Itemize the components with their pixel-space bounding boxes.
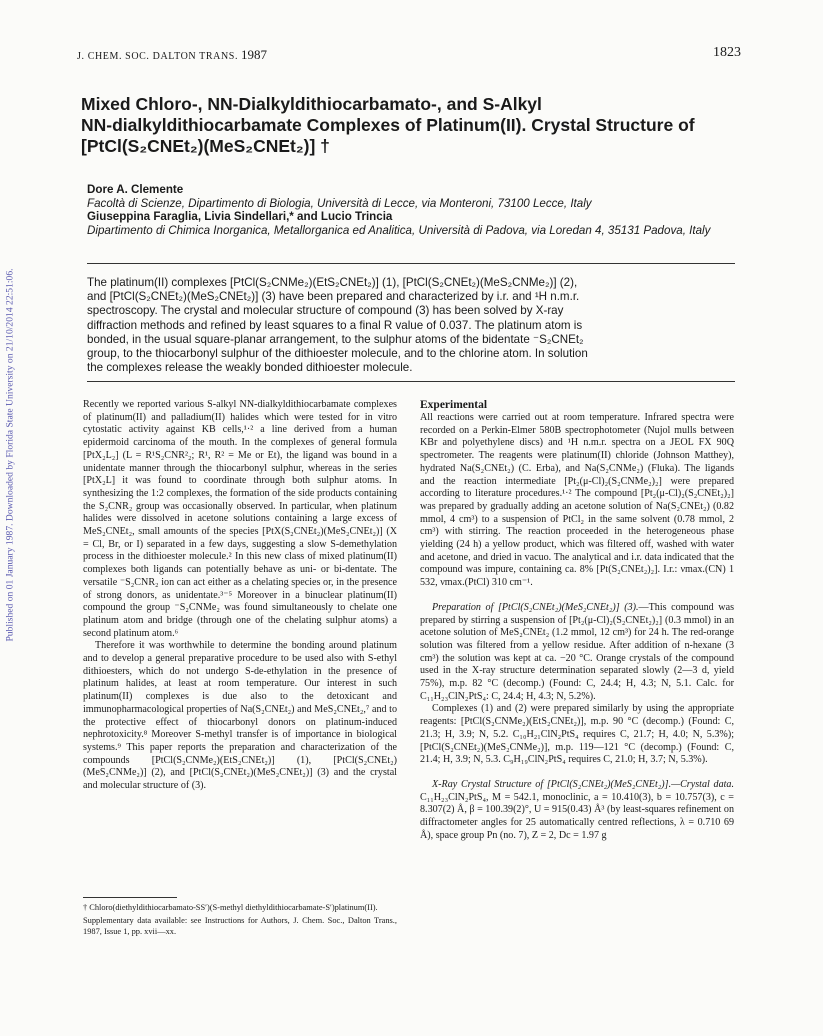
author-affiliation: Dipartimento di Chimica Inorganica, Metallorganica ed Analitica, Università di Padova, via Loredan 4, 35131 Padova, Italy bbox=[87, 223, 711, 237]
running-header bbox=[77, 47, 267, 63]
author-block bbox=[87, 183, 757, 237]
abstract-line: bonded, in the usual square-planar arrangement, to the sulphur atoms of the bidentate ⁻S₂CNEt₂ bbox=[87, 332, 584, 346]
title-line: [PtCl(S₂CNEt₂)(MeS₂CNEt₂)] † bbox=[81, 136, 330, 156]
body-paragraph: Therefore it was worthwhile to determine the bonding around platinum and to develop a general preparative procedure to be used also with S-ethyl dithioesters, which do not undergo S-de-ethylation in the presence of platinum halides, at least at room temperature. Our interest in such platinum(II) complexes is due also to the detoxicant and immunopharmacological properties of Na(S₂CNEt₂) and MeS₂CNEt₂,⁷ and to the protective effect of thiocarbonyl donors on platinum-induced nephrotoxicity.⁸ Moreover S-methyl transfer is of importance in biological systems.⁹ This paper reports the preparation and characterization of the compounds [PtCl(S₂CNMe₂)(EtS₂CNEt₂)] (1), [PtCl(S₂CNEt₂)(MeS₂CNMe₂)] (2), and [PtCl(S₂CNEt₂)(MeS₂CNEt₂)] (3) and the crystal and molecular structure of (3). bbox=[83, 640, 397, 792]
body-paragraph: Recently we reported various S-alkyl NN-dialkyldithiocarbamate complexes of platinum(II) and palladium(II) halides which were tested for in vitro cytostatic activity against KB cells,¹·² a line derived from a human epidermoid carcinoma of the mouth. In the complexes of general formula [PtX₂L₂] (L = R¹S₂CNR²₂; R¹, R² = Me or Et), the ligand was bound in a unidentate manner through the thiocarbonyl sulphur, whereas in the series [PtX₂L] it was found to coordinate through both sulphur atoms. In synthesizing the 1:2 complexes, the formation of the side products containing the S₂CNR₂ group was occasionally observed. In particular, when platinum halides were dissolved in acetone solutions containing a large excess of MeS₂CNEt₂, small amounts of the species [PtX(S₂CNEt₂)(MeS₂CNEt₂)] (X = Cl, Br, or I) separated in a few days, suggesting a slow S-demethylation process in the dithioester molecule.² In this new class of mixed platinum(II) complexes both ligands can potentially behave as uni- or bi-dentate. The versatile ⁻S₂CNR₂ ion can act either as a chelating species or, in the presence of strong donors, as unidentate.³⁻⁵ Moreover in a binuclear platinum(II) compound the group ⁻S₂CNMe₂ was found simultaneously to chelate one platinum atom and bridge (through one of the chelating sulphur atoms) a second platinum atom.⁶ bbox=[83, 399, 397, 639]
journal-name: J. CHEM. SOC. DALTON TRANS. bbox=[77, 51, 239, 62]
abstract-line: The platinum(II) complexes [PtCl(S₂CNMe₂)(EtS₂CNEt₂)] (1), [PtCl(S₂CNEt₂)(MeS₂CNMe₂)] (2), bbox=[87, 276, 578, 289]
title-line: Mixed Chloro-, NN-Dialkyldithiocarbamato-, and S-Alkyl bbox=[81, 94, 542, 114]
abstract-line: the complexes release the weakly bonded dithioester molecule. bbox=[87, 361, 413, 375]
left-column bbox=[83, 399, 397, 793]
footnotes bbox=[83, 903, 397, 940]
download-watermark bbox=[4, 220, 16, 690]
body-paragraph: X-Ray Crystal Structure of [PtCl(S₂CNEt₂)(MeS₂CNEt₂)].—Crystal data. C₁₁H₂₃ClN₂PtS₄, M = 542.1, monoclinic, a = 10.410(3), b = 10.757(3), c = 8.307(2) Å, β = 100.39(2)°, U = 915(0.43) Å³ (by least-squares refinement on diffractometer angles for 25 automatically centred reflections, λ = 0.710 69 Å), space group Pn (no. 7), Z = 2, Dc = 1.97 g bbox=[420, 778, 734, 841]
right-column bbox=[420, 399, 734, 843]
section-heading: Experimental bbox=[420, 399, 488, 411]
footnote-supplementary: Supplementary data available: see Instructions for Authors, J. Chem. Soc., Dalton Trans., 1987, Issue 1, pp. xvii—xx. bbox=[83, 916, 397, 936]
subsection-lead: X-Ray Crystal Structure of [PtCl(S₂CNEt₂)(MeS₂CNEt₂)].—Crystal data. bbox=[432, 778, 734, 790]
abstract-bottom-rule bbox=[87, 381, 735, 382]
download-watermark-text: Published on 01 January 1987. Downloaded by Florida State University on 21/10/2014 22:51:06. bbox=[4, 268, 16, 642]
page-number: 1823 bbox=[713, 45, 741, 60]
footnote-rule bbox=[83, 897, 177, 898]
body-paragraph: Complexes (1) and (2) were prepared similarly by using the appropriate reagents: [PtCl(S₂CNMe₂)(EtS₂CNEt₂)], m.p. 90 °C (decomp.) (Found: C, 21.3; H, 3.9; N, 5.2. C₁₀H₂₁ClN₂PtS₄ requires C, 21.7; H, 4.0; N, 5.3%); [PtCl(S₂CNEt₂)(MeS₂CNMe₂)], m.p. 119—121 °C (decomp.) (Found: C, 21.4; H, 3.9; N, 5.3. C₉H₁₉ClN₂PtS₄ requires C, 21.0; H, 3.7; N, 5.3%). bbox=[420, 703, 734, 766]
subsection-lead: Preparation of [PtCl(S₂CNEt₂)(MeS₂CNEt₂)] (3). bbox=[432, 601, 639, 613]
author-names: Dore A. Clemente bbox=[87, 183, 184, 196]
abstract-line: group, to the thiocarbonyl sulphur of the dithioester molecule, and to the chlorine atom. In solution bbox=[87, 347, 588, 361]
abstract-line: spectroscopy. The crystal and molecular structure of compound (3) has been solved by X-ray bbox=[87, 304, 564, 318]
abstract-top-rule bbox=[87, 263, 735, 264]
journal-year: 1987 bbox=[241, 47, 268, 62]
abstract-line: diffraction methods and refined by least squares to a final R value of 0.037. The platinum atom is bbox=[87, 318, 583, 332]
body-paragraph: Preparation of [PtCl(S₂CNEt₂)(MeS₂CNEt₂)] (3).—This compound was prepared by stirring a suspension of [Pt₂(μ-Cl)₂(S₂CNEt₂)₂] (0.3 mmol) in an acetone solution of MeS₂CNEt₂ (1.2 mmol, 12 cm³) for 24 h. The red-orange solution was filtered from a yellow residue. After addition of n-hexane (3 cm³) the solution was kept at ca. −20 °C. Orange crystals of the compound used in the X-ray structure determination separated slowly (2—3 d, yield 75%), m.p. 82 °C (decomp.) (Found: C, 24.4; H, 4.3; N, 5.1. Calc. for C₁₁H₂₃ClN₂PtS₄: C, 24.4; H, 4.3; N, 5.2%). bbox=[420, 601, 734, 702]
footnote-compound-name: † Chloro(diethyldithiocarbamato-SS′)(S-methyl diethyldithiocarbamate-S′)platinum(II). bbox=[83, 903, 378, 912]
author-names: Giuseppina Faraglia, Livia Sindellari,* and Lucio Trincia bbox=[87, 210, 393, 223]
abstract-line: and [PtCl(S₂CNEt₂)(MeS₂CNEt₂)] (3) have been prepared and characterized by i.r. and ¹H n.m.r. bbox=[87, 290, 580, 304]
body-paragraph: All reactions were carried out at room temperature. Infrared spectra were recorded on a Perkin-Elmer 580B spectrophotometer (Nujol mulls between KBr and polyethylene discs) and ¹H n.m.r. spectra on a JEOL FX 90Q spectrometer. The reagents were platinum(II) chloride (Johnson Matthey), hydrated Na(S₂CNEt₂) (C. Erba), and Na(S₂CNMe₂) (Fluka). The ligands and the reaction intermediate [Pt₂(μ-Cl)₂(S₂CNMe₂)₂] were prepared according to literature procedures.¹·² The compound [Pt₂(μ-Cl)₂(S₂CNEt₂)₂] was prepared by gradually adding an acetone solution of Na(S₂CNEt₂) (0.82 mmol, 4 cm³) to a suspension of PtCl₂ in the same solvent (0.78 mmol, 2 cm³) with stirring. The reaction proceeded in the heterogeneous phase yielding (24 h) a yellow product, which was filtered off, washed with water and acetone, and dried in vacuo. The analytical and i.r. data indicated that the compound was impure, containing ca. 8% [Pt(S₂CNEt₂)₂]. I.r.: νmax.(CN) 1 532, νmax.(PtCl) 310 cm⁻¹. bbox=[420, 412, 734, 589]
author-affiliation: Facoltà di Scienze, Dipartimento di Biologia, Università di Lecce, via Monteroni, 73100 Lecce, Italy bbox=[87, 196, 592, 210]
article-title bbox=[81, 94, 741, 157]
abstract bbox=[87, 276, 737, 375]
title-line: NN-dialkyldithiocarbamate Complexes of Platinum(II). Crystal Structure of bbox=[81, 115, 695, 135]
